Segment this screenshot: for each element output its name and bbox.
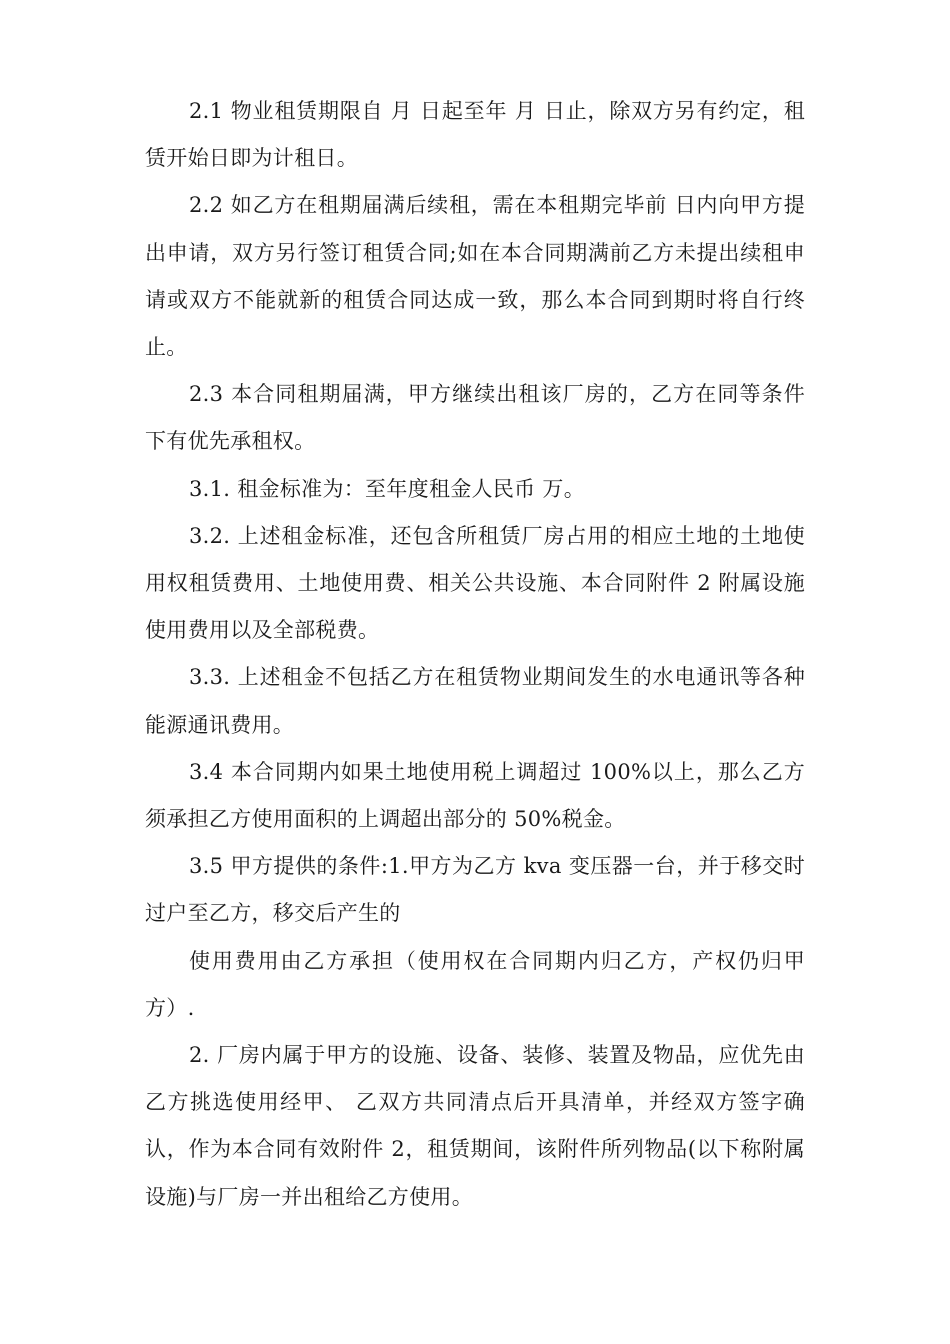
- paragraph-3-3: 3.3. 上述租金不包括乙方在租赁物业期间发生的水电通讯等各种能源通讯费用。: [145, 665, 805, 737]
- paragraph-item-2: 2. 厂房内属于甲方的设施、设备、装修、装置及物品，应优先由乙方挑选使用经甲、 乙双方共同清点后开具清单，并经双方签字确认，作为本合同有效附件 2，租赁期间，该附件所列物品(以下称附属设施)与厂房一并出租给乙方使用。: [145, 1043, 805, 1209]
- paragraph-2-3: 2.3 本合同租期届满，甲方继续出租该厂房的，乙方在同等条件下有优先承租权。: [145, 382, 805, 454]
- paragraph-3-5: 3.5 甲方提供的条件:1.甲方为乙方 kva 变压器一台，并于移交时过户至乙方，移交后产生的: [145, 854, 805, 926]
- paragraph-2-2: 2.2 如乙方在租期届满后续租，需在本租期完毕前 日内向甲方提出申请，双方另行签订租赁合同;如在本合同期满前乙方未提出续租申请或双方不能就新的租赁合同达成一致，那么本合同到期时将自行终止。: [145, 193, 805, 360]
- paragraph-3-2: 3.2. 上述租金标准，还包含所租赁厂房占用的相应土地的土地使用权租赁费用、土地使用费、相关公共设施、本合同附件 2 附属设施使用费用以及全部税费。: [145, 523, 805, 643]
- paragraph-2-1: 2.1 物业租赁期限自 月 日起至年 月 日止，除双方另有约定，租赁开始日即为计租日。: [145, 99, 805, 171]
- paragraph-3-1: 3.1. 租金标准为：至年度租金人民币 万。: [189, 476, 586, 501]
- paragraph-3-4: 3.4 本合同期内如果土地使用税上调超过 100%以上，那么乙方须承担乙方使用面积的上调超出部分的 50%税金。: [145, 759, 805, 832]
- paragraph-3-5-continued: 使用费用由乙方承担（使用权在合同期内归乙方，产权仍归甲方）.: [145, 948, 805, 1020]
- document-body: [145, 88, 805, 1221]
